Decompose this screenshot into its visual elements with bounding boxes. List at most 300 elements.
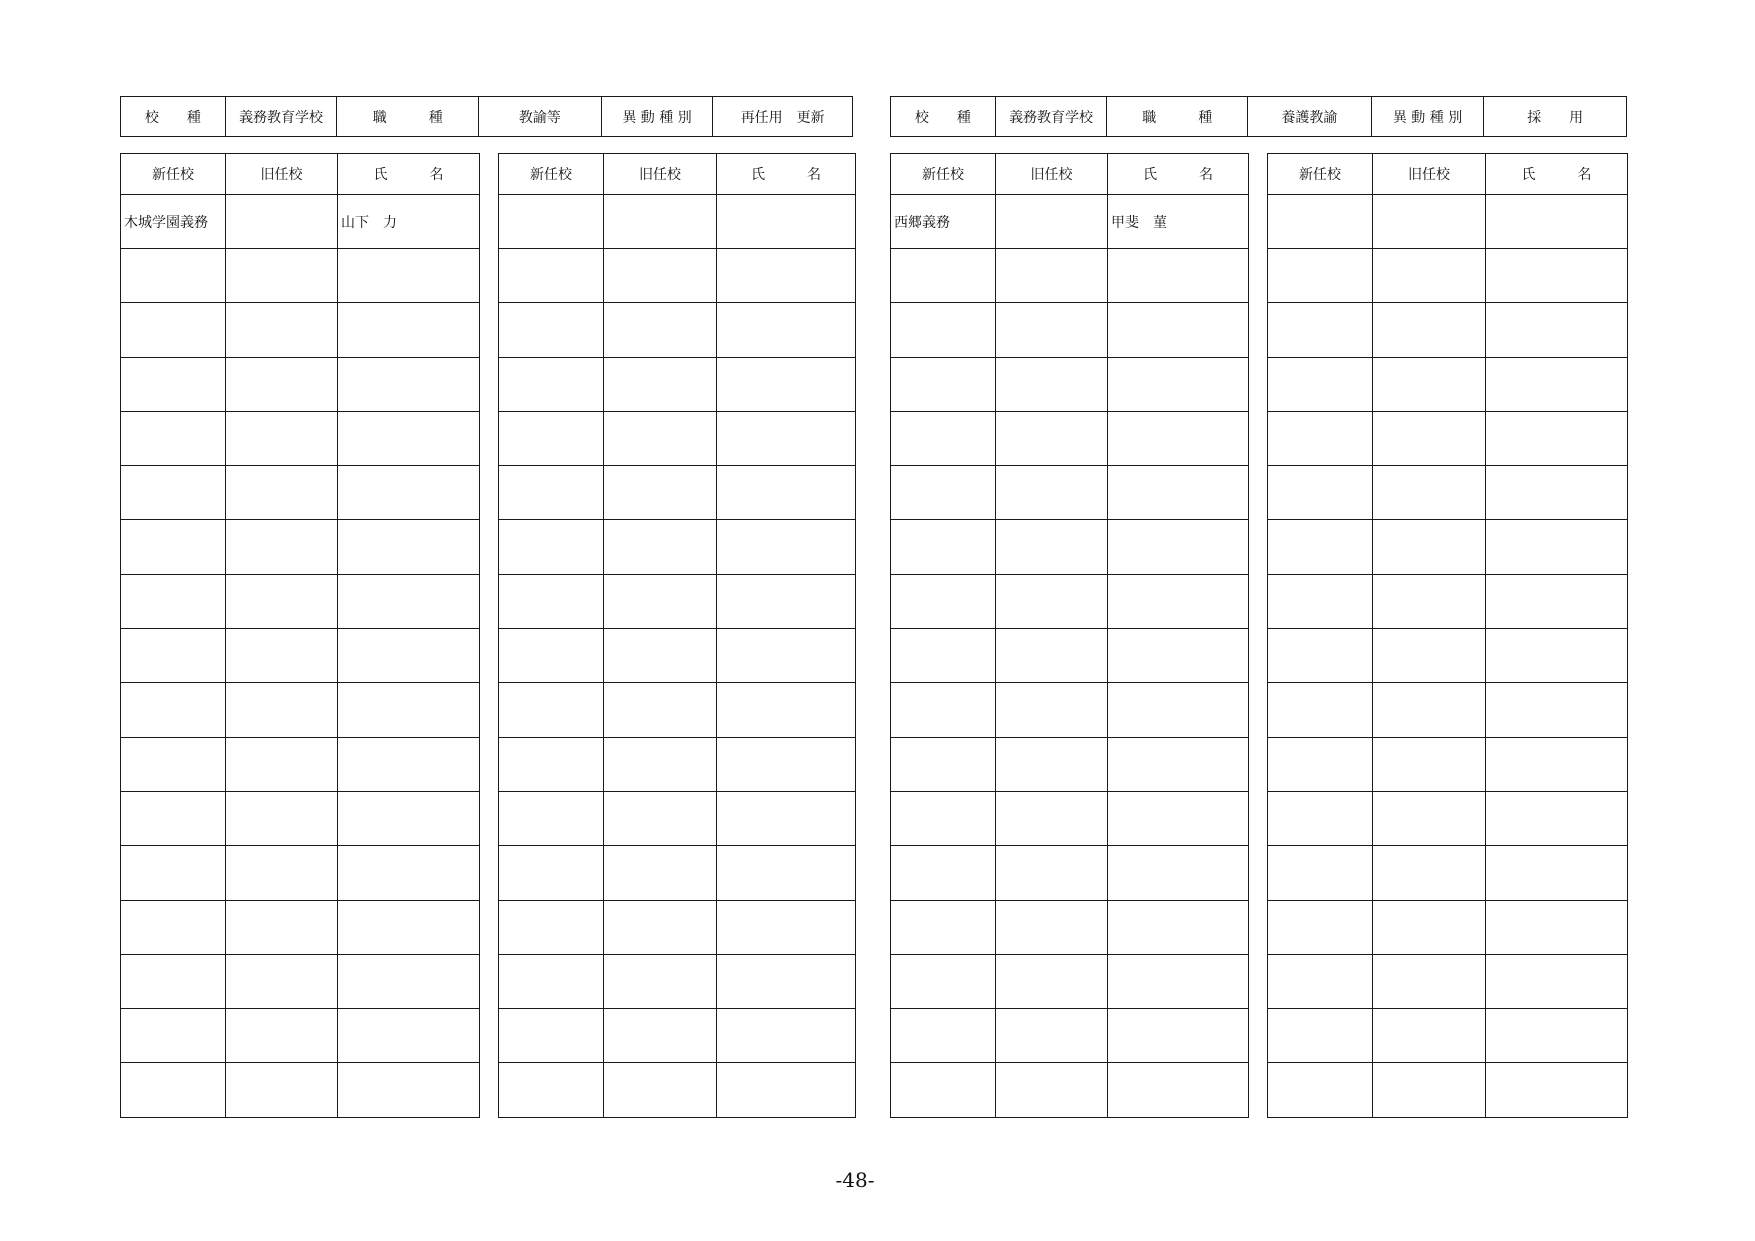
old-school-cell <box>226 1009 338 1063</box>
new-school-cell <box>1268 249 1373 303</box>
name-cell <box>1486 303 1628 357</box>
old-school-cell <box>1373 249 1486 303</box>
name-cell <box>717 846 856 900</box>
table-row <box>891 357 1249 411</box>
name-cell <box>1108 520 1249 574</box>
name-cell <box>338 249 480 303</box>
table-row <box>891 629 1249 683</box>
table-row <box>121 357 480 411</box>
old-school-cell <box>604 954 717 1008</box>
old-school-cell <box>604 411 717 465</box>
old-school-cell <box>604 195 717 249</box>
right-table-2 <box>1267 153 1628 1118</box>
name-cell <box>717 303 856 357</box>
school-type-label: 校 種 <box>121 97 226 136</box>
name-cell <box>1486 249 1628 303</box>
new-school-cell <box>1268 466 1373 520</box>
table-row <box>499 357 856 411</box>
name-cell <box>1486 574 1628 628</box>
old-school-cell <box>1373 303 1486 357</box>
new-school-cell <box>1268 954 1373 1008</box>
name-cell <box>1108 683 1249 737</box>
new-school-header: 新任校 <box>1268 154 1373 195</box>
table-row <box>891 520 1249 574</box>
name-cell <box>338 466 480 520</box>
old-school-cell <box>226 954 338 1008</box>
table-row <box>121 629 480 683</box>
new-school-cell <box>1268 629 1373 683</box>
old-school-cell <box>1373 357 1486 411</box>
name-cell <box>338 357 480 411</box>
table-row <box>1268 683 1628 737</box>
table-row <box>891 249 1249 303</box>
table-row <box>499 683 856 737</box>
page-number: -48- <box>835 1168 875 1192</box>
old-school-cell <box>1373 520 1486 574</box>
name-cell <box>717 900 856 954</box>
name-cell <box>717 683 856 737</box>
transfer-type-label: 異 動 種 別 <box>1372 97 1485 136</box>
table-header-row <box>499 154 856 195</box>
old-school-cell <box>996 466 1108 520</box>
school-type-label: 校 種 <box>891 97 996 136</box>
table-header-row <box>891 154 1249 195</box>
name-header: 氏 名 <box>338 154 480 195</box>
new-school-cell <box>499 411 604 465</box>
table-row <box>121 846 480 900</box>
new-school-cell <box>891 900 996 954</box>
right-header-bar <box>890 96 1627 137</box>
new-school-cell <box>1268 1009 1373 1063</box>
table-row <box>891 1009 1249 1063</box>
name-cell <box>1108 574 1249 628</box>
old-school-cell <box>604 303 717 357</box>
name-cell <box>1108 1009 1249 1063</box>
right-table-1 <box>890 153 1249 1118</box>
name-cell: 山下 力 <box>338 195 480 249</box>
new-school-cell <box>499 737 604 791</box>
name-cell <box>717 357 856 411</box>
name-cell <box>717 520 856 574</box>
new-school-cell <box>891 954 996 1008</box>
transfer-type-label: 異 動 種 別 <box>602 97 714 136</box>
table-row <box>121 195 480 249</box>
table-row <box>499 1063 856 1117</box>
new-school-cell <box>499 303 604 357</box>
new-school-cell <box>1268 1063 1373 1117</box>
name-cell <box>717 954 856 1008</box>
new-school-cell <box>121 411 226 465</box>
table-row <box>1268 629 1628 683</box>
new-school-cell <box>1268 411 1373 465</box>
table-row <box>1268 1063 1628 1117</box>
table-row <box>121 791 480 845</box>
new-school-cell <box>1268 791 1373 845</box>
table-row <box>499 629 856 683</box>
old-school-cell <box>226 466 338 520</box>
old-school-cell <box>226 900 338 954</box>
old-school-cell <box>996 520 1108 574</box>
old-school-cell <box>996 629 1108 683</box>
table-row <box>121 411 480 465</box>
left-table-2 <box>498 153 856 1118</box>
transfer-type-value: 再任用 更新 <box>740 109 825 126</box>
old-school-cell <box>226 357 338 411</box>
new-school-cell <box>499 466 604 520</box>
name-cell <box>717 791 856 845</box>
table-row <box>499 411 856 465</box>
table-row <box>1268 846 1628 900</box>
name-cell <box>338 303 480 357</box>
table-row <box>499 249 856 303</box>
old-school-header: 旧任校 <box>226 154 338 195</box>
old-school-cell <box>604 791 717 845</box>
table-row <box>891 846 1249 900</box>
old-school-cell <box>604 520 717 574</box>
old-school-cell <box>226 737 338 791</box>
old-school-cell <box>604 1009 717 1063</box>
table-row <box>891 900 1249 954</box>
old-school-cell <box>604 1063 717 1117</box>
table-row <box>121 954 480 1008</box>
old-school-cell <box>226 683 338 737</box>
new-school-cell <box>499 1063 604 1117</box>
name-cell <box>1486 683 1628 737</box>
table-row <box>1268 466 1628 520</box>
table-row <box>121 1063 480 1117</box>
name-cell <box>1486 411 1628 465</box>
table-row <box>1268 411 1628 465</box>
new-school-cell <box>499 1009 604 1063</box>
table-row <box>499 900 856 954</box>
new-school-cell <box>121 466 226 520</box>
old-school-cell <box>996 574 1108 628</box>
new-school-header: 新任校 <box>891 154 996 195</box>
new-school-cell <box>121 574 226 628</box>
old-school-cell <box>1373 954 1486 1008</box>
old-school-cell <box>1373 1063 1486 1117</box>
new-school-cell <box>891 791 996 845</box>
name-cell <box>338 737 480 791</box>
table-row <box>891 683 1249 737</box>
name-cell <box>717 195 856 249</box>
old-school-cell <box>604 574 717 628</box>
name-cell <box>717 629 856 683</box>
name-cell <box>1108 466 1249 520</box>
name-cell <box>1108 357 1249 411</box>
new-school-cell <box>1268 737 1373 791</box>
old-school-cell <box>604 900 717 954</box>
name-cell <box>1108 954 1249 1008</box>
new-school-cell <box>891 737 996 791</box>
new-school-cell <box>891 303 996 357</box>
name-cell <box>717 466 856 520</box>
table-row <box>1268 357 1628 411</box>
transfer-type-value: 採 用 <box>1527 109 1584 126</box>
new-school-cell <box>121 791 226 845</box>
new-school-cell <box>1268 900 1373 954</box>
old-school-cell <box>604 846 717 900</box>
table-row <box>499 791 856 845</box>
name-cell <box>1486 629 1628 683</box>
old-school-cell <box>996 737 1108 791</box>
new-school-cell <box>121 846 226 900</box>
name-cell <box>717 574 856 628</box>
old-school-cell <box>1373 629 1486 683</box>
old-school-cell <box>604 629 717 683</box>
new-school-cell <box>891 846 996 900</box>
table-row <box>1268 954 1628 1008</box>
name-cell <box>338 574 480 628</box>
old-school-cell <box>1373 1009 1486 1063</box>
old-school-cell <box>226 629 338 683</box>
left-header-bar <box>120 96 853 137</box>
name-cell <box>717 249 856 303</box>
name-cell <box>1486 1009 1628 1063</box>
old-school-cell <box>226 303 338 357</box>
new-school-cell <box>121 737 226 791</box>
new-school-cell <box>499 683 604 737</box>
old-school-header: 旧任校 <box>604 154 717 195</box>
new-school-cell <box>1268 357 1373 411</box>
table-row <box>121 1009 480 1063</box>
new-school-cell <box>891 357 996 411</box>
new-school-cell <box>121 1009 226 1063</box>
old-school-cell <box>996 683 1108 737</box>
table-row <box>1268 791 1628 845</box>
table-row <box>499 737 856 791</box>
new-school-cell <box>499 520 604 574</box>
old-school-cell <box>604 466 717 520</box>
new-school-cell <box>1268 574 1373 628</box>
table-row <box>499 1009 856 1063</box>
old-school-cell <box>1373 195 1486 249</box>
new-school-cell <box>499 629 604 683</box>
old-school-cell <box>996 791 1108 845</box>
name-cell <box>1486 520 1628 574</box>
new-school-cell <box>499 574 604 628</box>
old-school-cell <box>996 900 1108 954</box>
name-cell <box>338 846 480 900</box>
table-row <box>1268 249 1628 303</box>
table-row <box>891 303 1249 357</box>
name-header: 氏 名 <box>1108 154 1249 195</box>
job-type-value: 教諭等 <box>479 97 602 136</box>
old-school-cell <box>1373 791 1486 845</box>
new-school-cell <box>1268 846 1373 900</box>
table-row <box>891 466 1249 520</box>
new-school-cell: 木城学園義務 <box>121 195 226 249</box>
old-school-cell <box>996 1009 1108 1063</box>
name-header: 氏 名 <box>717 154 856 195</box>
name-cell <box>338 683 480 737</box>
table-row <box>499 846 856 900</box>
name-cell <box>338 1063 480 1117</box>
old-school-cell <box>996 846 1108 900</box>
table-row <box>121 303 480 357</box>
new-school-cell <box>121 683 226 737</box>
old-school-header: 旧任校 <box>1373 154 1486 195</box>
name-cell <box>1108 737 1249 791</box>
table-row <box>121 900 480 954</box>
old-school-cell <box>226 846 338 900</box>
name-cell <box>1486 1063 1628 1117</box>
new-school-cell <box>499 791 604 845</box>
new-school-cell <box>121 1063 226 1117</box>
old-school-cell <box>996 411 1108 465</box>
old-school-cell <box>226 520 338 574</box>
old-school-cell <box>604 249 717 303</box>
table-row <box>499 195 856 249</box>
new-school-cell <box>121 954 226 1008</box>
new-school-cell <box>121 900 226 954</box>
name-cell <box>1108 791 1249 845</box>
name-cell <box>717 1009 856 1063</box>
name-cell <box>1486 900 1628 954</box>
name-cell <box>1486 791 1628 845</box>
old-school-cell <box>1373 846 1486 900</box>
old-school-cell <box>996 1063 1108 1117</box>
old-school-cell <box>1373 900 1486 954</box>
table-row <box>891 737 1249 791</box>
name-cell <box>338 411 480 465</box>
table-row <box>1268 737 1628 791</box>
old-school-cell <box>226 249 338 303</box>
table-row <box>1268 574 1628 628</box>
table-row <box>121 737 480 791</box>
name-cell <box>1486 954 1628 1008</box>
name-cell: 甲斐 菫 <box>1108 195 1249 249</box>
table-row <box>499 574 856 628</box>
new-school-cell <box>499 357 604 411</box>
new-school-header: 新任校 <box>121 154 226 195</box>
new-school-cell <box>499 195 604 249</box>
name-cell <box>1486 195 1628 249</box>
job-type-label: 職 種 <box>337 97 479 136</box>
name-cell <box>338 520 480 574</box>
table-header-row <box>121 154 480 195</box>
table-row <box>891 411 1249 465</box>
old-school-cell <box>226 574 338 628</box>
old-school-cell <box>1373 683 1486 737</box>
new-school-cell <box>499 954 604 1008</box>
new-school-cell <box>499 249 604 303</box>
old-school-cell <box>996 249 1108 303</box>
old-school-cell <box>1373 737 1486 791</box>
name-header: 氏 名 <box>1486 154 1628 195</box>
new-school-cell <box>121 249 226 303</box>
new-school-cell <box>891 411 996 465</box>
old-school-cell <box>604 737 717 791</box>
new-school-cell <box>891 1063 996 1117</box>
name-cell <box>1486 846 1628 900</box>
table-row <box>1268 520 1628 574</box>
old-school-cell <box>996 357 1108 411</box>
table-row <box>891 1063 1249 1117</box>
new-school-cell <box>1268 303 1373 357</box>
new-school-cell <box>121 357 226 411</box>
new-school-cell <box>121 520 226 574</box>
table-row <box>499 954 856 1008</box>
table-row <box>1268 900 1628 954</box>
table-row <box>891 791 1249 845</box>
table-row <box>499 466 856 520</box>
table-row <box>121 466 480 520</box>
name-cell <box>1108 1063 1249 1117</box>
old-school-cell <box>604 357 717 411</box>
left-table-1 <box>120 153 480 1118</box>
table-row <box>891 954 1249 1008</box>
table-row <box>121 683 480 737</box>
old-school-cell <box>1373 466 1486 520</box>
new-school-cell <box>891 520 996 574</box>
new-school-cell <box>1268 683 1373 737</box>
new-school-cell <box>499 900 604 954</box>
name-cell <box>1486 737 1628 791</box>
new-school-cell <box>121 303 226 357</box>
new-school-cell <box>891 574 996 628</box>
table-row <box>121 249 480 303</box>
name-cell <box>338 1009 480 1063</box>
old-school-cell <box>996 954 1108 1008</box>
old-school-cell <box>226 195 338 249</box>
old-school-header: 旧任校 <box>996 154 1108 195</box>
new-school-cell <box>891 683 996 737</box>
old-school-cell <box>1373 411 1486 465</box>
table-row <box>121 520 480 574</box>
school-type-value: 義務教育学校 <box>996 97 1108 136</box>
name-cell <box>1486 466 1628 520</box>
table-row <box>1268 195 1628 249</box>
name-cell <box>338 791 480 845</box>
job-type-value: 養護教諭 <box>1248 97 1372 136</box>
old-school-cell <box>996 195 1108 249</box>
old-school-cell <box>604 683 717 737</box>
table-row <box>499 303 856 357</box>
new-school-cell <box>1268 520 1373 574</box>
new-school-cell <box>891 629 996 683</box>
new-school-cell <box>1268 195 1373 249</box>
table-header-row <box>1268 154 1628 195</box>
old-school-cell <box>226 411 338 465</box>
name-cell <box>1108 411 1249 465</box>
name-cell <box>1108 249 1249 303</box>
name-cell <box>1108 303 1249 357</box>
new-school-cell <box>121 629 226 683</box>
new-school-cell <box>891 466 996 520</box>
name-cell <box>1108 629 1249 683</box>
name-cell <box>1108 846 1249 900</box>
old-school-cell <box>226 1063 338 1117</box>
old-school-cell <box>1373 574 1486 628</box>
table-row <box>499 520 856 574</box>
table-row <box>1268 303 1628 357</box>
name-cell <box>1108 900 1249 954</box>
table-row <box>1268 1009 1628 1063</box>
name-cell <box>717 1063 856 1117</box>
name-cell <box>338 900 480 954</box>
old-school-cell <box>996 303 1108 357</box>
name-cell <box>717 737 856 791</box>
school-type-value: 義務教育学校 <box>226 97 338 136</box>
new-school-cell <box>499 846 604 900</box>
name-cell <box>338 954 480 1008</box>
old-school-cell <box>226 791 338 845</box>
new-school-cell: 西郷義務 <box>891 195 996 249</box>
new-school-cell <box>891 1009 996 1063</box>
table-row <box>891 195 1249 249</box>
job-type-label: 職 種 <box>1107 97 1248 136</box>
